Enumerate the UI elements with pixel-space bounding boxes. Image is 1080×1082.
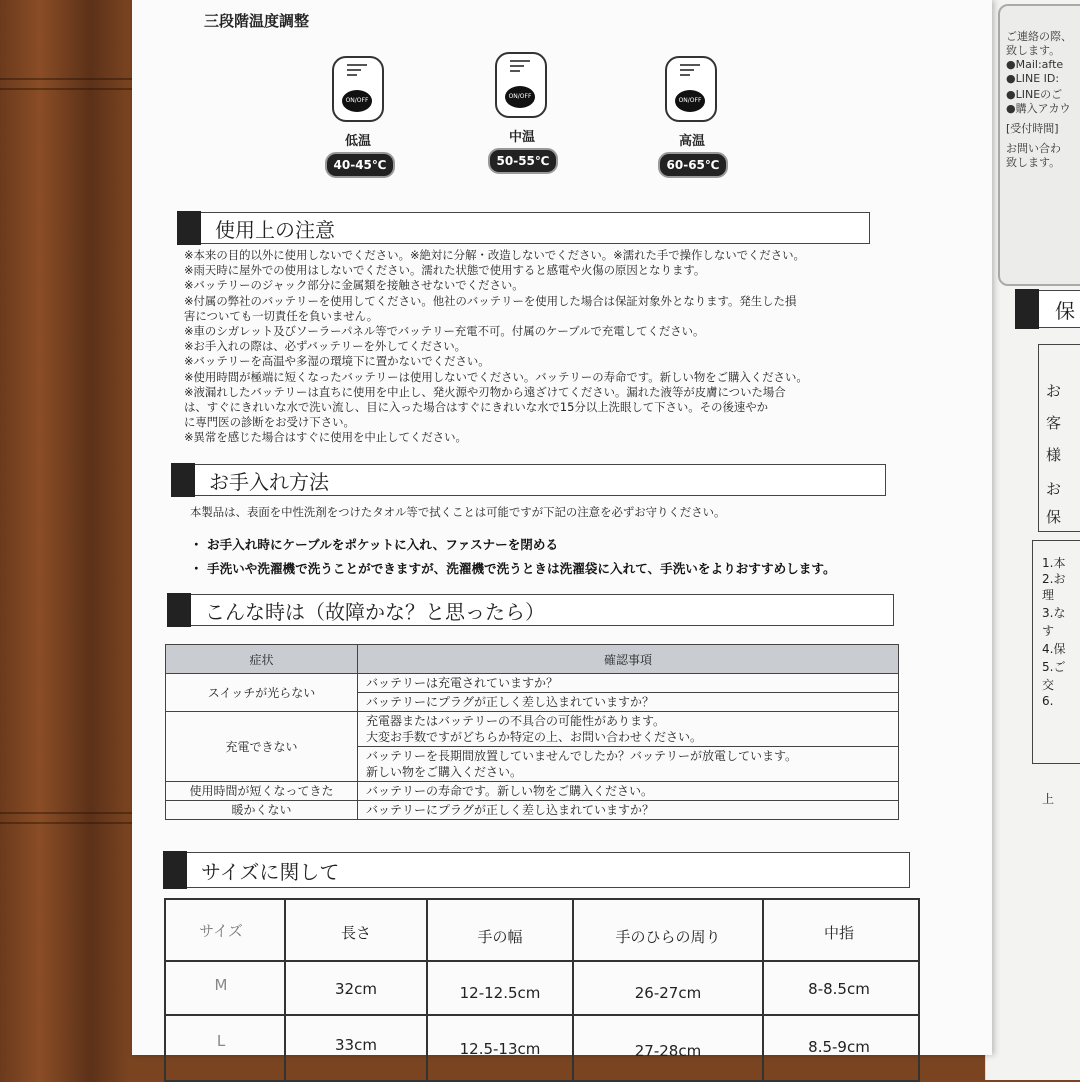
section-header-usage <box>178 212 870 244</box>
symptom-cell: 暖かくない <box>166 801 358 820</box>
care-intro: 本製品は、表面を中性洗剤をつけたタオル等で拭くことは可能ですが下記の注意を必ずお守りください。 <box>190 505 726 519</box>
care-bullet: ・ 手洗いや洗濯機で洗うことができますが、洗濯機で洗うときは洗濯袋に入れて、手洗いをよりおすすめします。 <box>190 561 836 576</box>
size-cell: 8-8.5cm <box>808 980 870 998</box>
care-bullet: ・ お手入れ時にケーブルをポケットに入れ、ファスナーを閉める <box>190 537 559 552</box>
size-table <box>164 898 920 1082</box>
wood-grain <box>0 78 140 80</box>
note-line: ※付属の弊社のバッテリーを使用してください。他社のバッテリーを使用した場合は保証対象外となります。発生した損 <box>184 293 797 308</box>
section-title: お手入れ方法 <box>209 470 329 494</box>
note-line: ※バッテリーを高温や多湿の環境下に置かないでください。 <box>184 354 490 369</box>
switch-high-icon <box>665 56 717 120</box>
note-line: ※異常を感じた場合はすぐに使用を中止してください。 <box>184 430 467 445</box>
wood-grain <box>0 88 140 90</box>
size-cell: 27-28cm <box>634 1042 702 1060</box>
right-list-item: 3.な <box>1042 606 1066 620</box>
right-list-item: 2.お <box>1042 572 1066 586</box>
note-line: ※車のシガレット及びソーラーパネル等でバッテリー充電不可。付属のケーブルで充電してください。 <box>184 324 705 339</box>
right-list-item: 交 <box>1042 678 1055 692</box>
size-cell: 33cm <box>335 1036 377 1054</box>
right-list-item: 上 <box>1042 792 1055 806</box>
col-check: 確認事項 <box>358 645 899 674</box>
right-list-item: 1.本 <box>1042 556 1066 570</box>
contact-line: 致します。 <box>1006 44 1061 57</box>
on-off-label: ON/OFF <box>342 90 372 112</box>
temp-range-badge: 40-45℃ <box>325 152 395 178</box>
symptom-cell: 使用時間が短くなってきた <box>166 782 358 801</box>
usage-notes <box>184 248 894 446</box>
manual-page <box>132 0 992 1060</box>
contact-line: お問い合わ <box>1006 142 1061 155</box>
note-line: ※使用時間が極端に短くなったバッテリーは使用しないでください。バッテリーの寿命です。新しい物をご購入ください。 <box>184 369 808 384</box>
right-list-item: 5.ご <box>1042 660 1066 674</box>
right-table-cell: 客 <box>1046 414 1062 432</box>
contact-line: ●Mail:afte <box>1006 58 1064 71</box>
table-row <box>166 712 899 747</box>
right-list-item: 6. <box>1042 694 1054 708</box>
right-table-cell: お <box>1046 480 1062 498</box>
contact-line: [受付時間] <box>1006 122 1059 135</box>
section-header-size <box>164 852 910 888</box>
temp-level-name: 高温 <box>678 134 705 149</box>
size-header: 中指 <box>823 924 854 942</box>
size-cell: 32cm <box>335 980 377 998</box>
temp-level-name: 中温 <box>508 130 535 145</box>
temp-level-name: 低温 <box>344 134 371 149</box>
table-row <box>166 674 899 693</box>
right-table-cell: 様 <box>1046 446 1062 464</box>
size-cell: M <box>214 976 228 994</box>
temp-range-badge: 60-65℃ <box>658 152 728 178</box>
note-line: ※お手入れの際は、必ずバッテリーを外してください。 <box>184 339 467 354</box>
contact-line: ご連絡の際、 <box>1006 30 1072 43</box>
right-page <box>985 0 1080 1080</box>
table-row <box>166 782 899 801</box>
note-line: ※バッテリーのジャック部分に金属類を接触させないでください。 <box>184 278 524 293</box>
symptom-cell: 充電できない <box>166 712 358 782</box>
size-cell: L <box>216 1032 226 1050</box>
size-header: 手のひらの周り <box>615 928 721 946</box>
on-off-label: ON/OFF <box>675 90 705 112</box>
note-line: ※雨天時に屋外での使用はしないでください。濡れた状態で使用すると感電や火傷の原因となります。 <box>184 263 706 278</box>
switch-mid-icon <box>495 52 547 116</box>
contact-line: ●LINE ID: <box>1006 72 1060 85</box>
right-section-head <box>1016 290 1080 328</box>
wood-grain <box>0 812 140 814</box>
section-title: サイズに関して <box>201 860 340 884</box>
section-header-care <box>172 464 886 496</box>
size-cell: 12.5-13cm <box>459 1040 541 1058</box>
size-header: サイズ <box>199 922 243 940</box>
wood-grain <box>0 822 140 824</box>
contact-line: ●LINEのご <box>1006 88 1063 101</box>
temp-title: 三段階温度調整 <box>204 12 310 30</box>
table-row <box>166 801 899 820</box>
size-header: 長さ <box>340 924 371 942</box>
check-cell: 充電器またはバッテリーの不具合の可能性があります。 大変お手数ですがどちらか特定の上、お問い合わせください。 <box>358 712 899 747</box>
right-table <box>1038 344 1080 532</box>
switch-low-icon <box>332 56 384 120</box>
note-line: は、すぐにきれいな水で洗い流し、目に入った場合はすぐにきれいな水で15分以上洗眼して下さい。その後速やか <box>184 400 769 415</box>
note-line: に専門医の診断をお受け下さい。 <box>184 415 355 430</box>
note-line: 害についても一切責任を負いません。 <box>184 308 379 323</box>
right-table-cell: 保 <box>1046 508 1062 526</box>
check-cell: バッテリーの寿命です。新しい物をご購入ください。 <box>358 782 899 801</box>
right-section-title: 保 <box>1055 299 1075 323</box>
right-table-cell: お <box>1046 382 1062 400</box>
contact-line: ●購入アカウ <box>1006 102 1071 115</box>
size-header: 手の幅 <box>477 928 523 946</box>
note-line: ※本来の目的以外に使用しないでください。※絶対に分解・改造しないでください。※濡れた手で操作しないでください。 <box>184 248 805 262</box>
symptom-cell: スイッチが光らない <box>166 674 358 712</box>
check-cell: バッテリーにプラグが正しく差し込まれていますか？ <box>358 693 899 712</box>
check-cell: バッテリーを長期間放置していませんでしたか？バッテリーが放電しています。 新しい物をご購入ください。 <box>358 747 899 782</box>
on-off-label: ON/OFF <box>505 86 535 108</box>
size-cell: 8.5-9cm <box>808 1038 870 1056</box>
check-cell: バッテリーは充電されていますか？ <box>358 674 899 693</box>
contact-line: 致します。 <box>1006 156 1061 169</box>
col-symptom: 症状 <box>166 645 358 674</box>
section-title: 使用上の注意 <box>215 218 335 242</box>
temp-range-badge: 50-55℃ <box>488 148 558 174</box>
size-cell: 12-12.5cm <box>459 984 541 1002</box>
right-list-item: 理 <box>1042 588 1055 602</box>
right-list-item: 4.保 <box>1042 642 1066 656</box>
note-line: ※液漏れしたバッテリーは直ちに使用を中止し、発火源や刃物から遠ざけてください。漏れた液等が皮膚についた場合 <box>184 384 786 399</box>
size-cell: 26-27cm <box>634 984 702 1002</box>
trouble-table <box>165 644 899 820</box>
right-list-item: す <box>1042 624 1055 638</box>
section-title: こんな時は（故障かな？と思ったら） <box>205 600 545 624</box>
section-header-trouble <box>168 594 894 626</box>
check-cell: バッテリーにプラグが正しく差し込まれていますか？ <box>358 801 899 820</box>
